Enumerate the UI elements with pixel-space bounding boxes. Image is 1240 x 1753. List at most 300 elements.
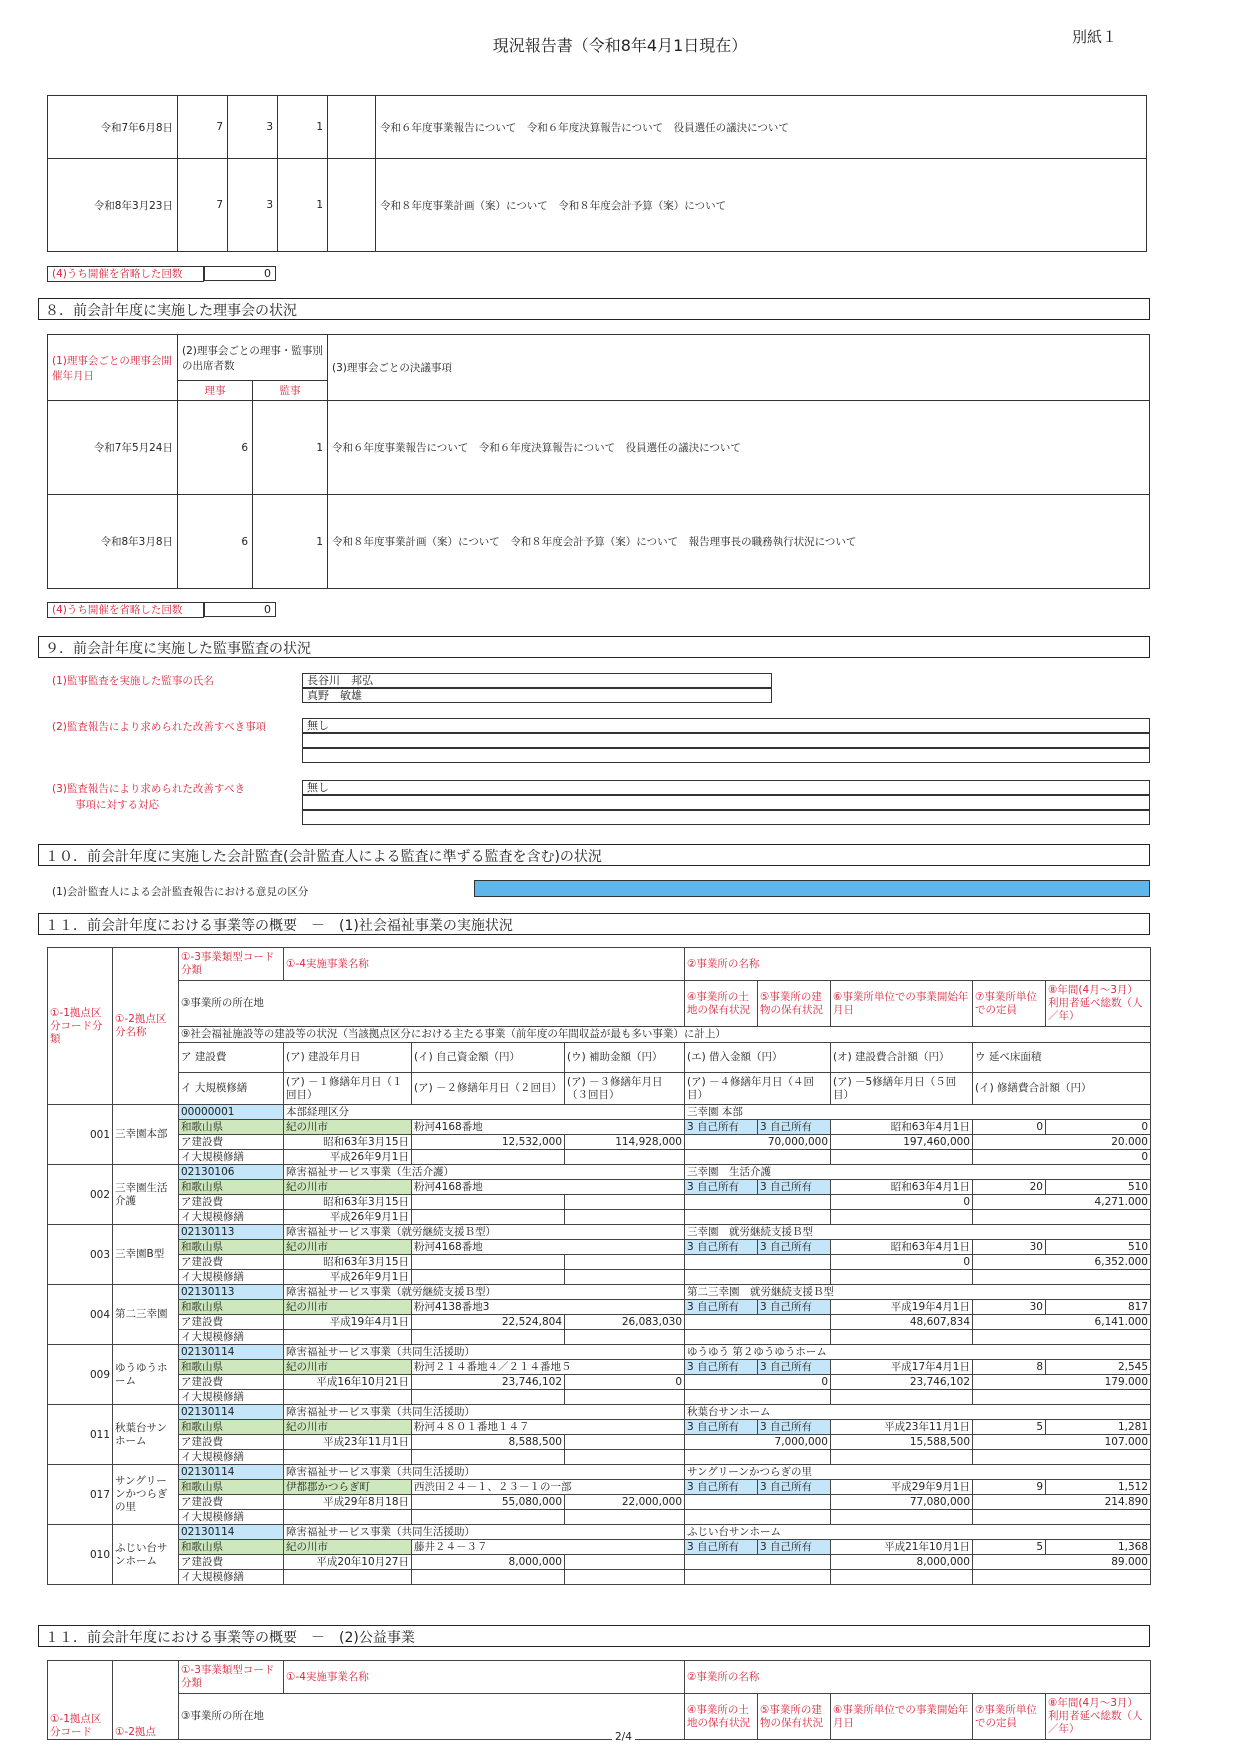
- street-address: 粉河4138番地3: [412, 1300, 685, 1315]
- attendance-count: 1: [278, 96, 328, 159]
- omitted-meetings-value: 0: [204, 266, 276, 281]
- start-date: 平成29年9月1日: [831, 1480, 973, 1495]
- header-code: ①-1拠点区分コード分類: [48, 948, 113, 1105]
- street-address: 粉河２１４番地４／２１４番地５: [412, 1360, 685, 1375]
- header-start-date: ⑥事業所単位での事業開始年月日: [831, 1694, 973, 1740]
- loan-amount: [685, 1195, 831, 1210]
- table-row: [48, 1285, 1151, 1300]
- attendance-count: 3: [228, 96, 278, 159]
- build-total: 77,080,000: [831, 1495, 973, 1510]
- improvement-response-label: (3)監査報告により求められた改善すべき: [52, 783, 246, 795]
- table-row: [48, 1255, 1151, 1270]
- build-date: 昭和63年3月15日: [284, 1255, 412, 1270]
- build-total: 48,607,834: [831, 1315, 973, 1330]
- own-funds: 8,588,500: [412, 1435, 565, 1450]
- street-address: 藤井２４－３７: [412, 1540, 685, 1555]
- start-date: 平成19年4月1日: [831, 1300, 973, 1315]
- floor-area: 179.000: [973, 1375, 1151, 1390]
- header-office: ②事業所の名称: [685, 948, 1151, 981]
- header-land: ④事業所の土地の保有状況: [685, 1694, 758, 1740]
- land-ownership: 3 自己所有: [685, 1480, 758, 1495]
- page-title: 現況報告書（令和8年4月1日現在）: [492, 36, 748, 55]
- street-address: 粉河4168番地: [412, 1180, 685, 1195]
- repair-total: [973, 1570, 1151, 1585]
- city: 伊都郡かつらぎ町: [284, 1480, 412, 1495]
- header-build-date: (ア) 建設年月日: [284, 1043, 412, 1073]
- section-9-title: ９．前会計年度に実施した監事監査の状況: [38, 636, 1150, 658]
- build-total: 15,588,500: [831, 1435, 973, 1450]
- land-ownership: 3 自己所有: [685, 1180, 758, 1195]
- capacity: 30: [973, 1300, 1046, 1315]
- table-row: [48, 1450, 1151, 1465]
- loan-amount: [685, 1495, 831, 1510]
- repair-date: 平成26年9月1日: [284, 1270, 412, 1285]
- prefecture: 和歌山県: [179, 1180, 284, 1195]
- table-row: [48, 1240, 1151, 1255]
- repair-total: [973, 1510, 1151, 1525]
- header-type-code: ①-3事業類型コード分類: [179, 1661, 284, 1694]
- blank-cell: [685, 1390, 831, 1405]
- table-row: [48, 495, 1150, 589]
- blank-cell: [685, 1570, 831, 1585]
- own-funds: 8,000,000: [412, 1555, 565, 1570]
- city: 紀の川市: [284, 1180, 412, 1195]
- build-total: 0: [831, 1255, 973, 1270]
- public-business-table: [47, 1660, 1151, 1740]
- land-ownership: 3 自己所有: [685, 1120, 758, 1135]
- building-ownership: 3 自己所有: [758, 1480, 831, 1495]
- business-type-code: 02130114: [179, 1345, 284, 1360]
- annual-users: 817: [1046, 1300, 1151, 1315]
- auditor-names-label: (1)監事監査を実施した監事の氏名: [52, 675, 214, 687]
- table-row: [48, 1555, 1151, 1570]
- business-name: 障害福祉サービス事業（共同生活援助）: [284, 1465, 685, 1480]
- build-cost-label: ア建設費: [179, 1135, 284, 1150]
- office-code: 011: [48, 1405, 113, 1465]
- board-meeting-table: [47, 334, 1150, 589]
- business-type-code: 02130114: [179, 1465, 284, 1480]
- header-users: ⑧年間(4月～3月）利用者延べ総数（人／年）: [1046, 981, 1151, 1027]
- land-ownership: 3 自己所有: [685, 1540, 758, 1555]
- blank-cell: [831, 1570, 973, 1585]
- blank-cell: [412, 1210, 565, 1225]
- header-repair-4: (ア) －４修繕年月日（４回目）: [685, 1073, 831, 1105]
- build-cost-label: ア建設費: [179, 1555, 284, 1570]
- land-ownership: 3 自己所有: [685, 1360, 758, 1375]
- blank-line: [302, 733, 1150, 748]
- table-row: [48, 1360, 1151, 1375]
- start-date: 平成17年4月1日: [831, 1360, 973, 1375]
- improvement-response-value: 無し: [302, 780, 1150, 795]
- build-cost-label: ア建設費: [179, 1195, 284, 1210]
- business-name: 障害福祉サービス事業（共同生活援助）: [284, 1345, 685, 1360]
- header-construction: ⑨社会福祉施設等の建設等の状況（当該拠点区分における主たる事業（前年度の年間収益が最も多い事業）に計上）: [179, 1027, 1151, 1043]
- header-repair-total: (イ) 修繕費合計額（円）: [973, 1073, 1151, 1105]
- subsidy-amount: 22,000,000: [565, 1495, 685, 1510]
- header-loan: (エ) 借入金額（円）: [685, 1043, 831, 1073]
- header-address: ③事業所の所在地: [179, 1694, 685, 1740]
- improvement-items-label: (2)監査報告により求められた改善すべき事項: [52, 721, 267, 733]
- section-10-title: １０．前会計年度に実施した会計監査(会計監査人による監査に準ずる監査を含む)の状況: [38, 844, 1150, 866]
- office-name: サングリーンかつらぎの里: [685, 1465, 1151, 1480]
- header-auditors: 監事: [253, 381, 328, 401]
- table-row: [48, 1480, 1151, 1495]
- table-row: [48, 1465, 1151, 1480]
- loan-amount: [685, 1555, 831, 1570]
- build-total: 0: [831, 1195, 973, 1210]
- build-date: 平成23年11月1日: [284, 1435, 412, 1450]
- blank-cell: [831, 1510, 973, 1525]
- capacity: 9: [973, 1480, 1046, 1495]
- blank-line: [302, 748, 1150, 763]
- blank-cell: [412, 1390, 565, 1405]
- table-row: [48, 1300, 1151, 1315]
- table-row: [48, 1510, 1151, 1525]
- office-code: 002: [48, 1165, 113, 1225]
- table-row: [48, 1570, 1151, 1585]
- meeting-date: 令和8年3月8日: [48, 495, 178, 589]
- blank-cell: [412, 1510, 565, 1525]
- resolution-matters: 令和８年度事業計画（案）について 令和８年度会計予算（案）について 報告理事長の職務執行状況について: [328, 495, 1150, 589]
- own-funds: 22,524,804: [412, 1315, 565, 1330]
- header-repair-3: (ア) －３修繕年月日（３回目）: [565, 1073, 685, 1105]
- table-row: [48, 401, 1150, 495]
- office-name: ゆうゆう 第２ゆうゆうホーム: [685, 1345, 1151, 1360]
- table-row: [48, 1540, 1151, 1555]
- table-row: [48, 1495, 1151, 1510]
- capacity: 0: [973, 1120, 1046, 1135]
- header-meeting-date: (1)理事会ごとの理事会開催年月日: [48, 335, 178, 401]
- header-repair-2: (ア) －２修繕年月日（２回目）: [412, 1073, 565, 1105]
- street-address: 粉河4168番地: [412, 1120, 685, 1135]
- business-name: 障害福祉サービス事業（就労継続支援Ｂ型）: [284, 1285, 685, 1300]
- annual-users: 2,545: [1046, 1360, 1151, 1375]
- building-ownership: 3 自己所有: [758, 1540, 831, 1555]
- attendance-count: 3: [228, 159, 278, 252]
- repair-date: 平成26年9月1日: [284, 1210, 412, 1225]
- subsidy-amount: 0: [565, 1375, 685, 1390]
- director-count: 6: [178, 495, 253, 589]
- header-build-total: (オ) 建設費合計額（円）: [831, 1043, 973, 1073]
- table-row: [48, 1435, 1151, 1450]
- auditor-count: 1: [253, 401, 328, 495]
- build-total: 197,460,000: [831, 1135, 973, 1150]
- annual-users: 1,368: [1046, 1540, 1151, 1555]
- office-code: 009: [48, 1345, 113, 1405]
- build-date: 平成16年10月21日: [284, 1375, 412, 1390]
- start-date: 平成21年10月1日: [831, 1540, 973, 1555]
- own-funds: 12,532,000: [412, 1135, 565, 1150]
- blank-cell: [831, 1270, 973, 1285]
- blank-cell: [685, 1150, 831, 1165]
- table-row: [48, 1375, 1151, 1390]
- improvement-response-label-2: 事項に対する対応: [75, 799, 159, 811]
- blank-cell: [565, 1270, 685, 1285]
- building-ownership: 3 自己所有: [758, 1240, 831, 1255]
- repair-total: [973, 1330, 1151, 1345]
- loan-amount: 7,000,000: [685, 1435, 831, 1450]
- header-own-funds: (イ) 自己資金額（円）: [412, 1043, 565, 1073]
- street-address: 粉河４８０１番地１４７: [412, 1420, 685, 1435]
- repair-label: イ大規模修繕: [179, 1450, 284, 1465]
- resolution-matters: 令和８年度事業計画（案）について 令和８年度会計予算（案）について: [376, 159, 1147, 252]
- header-directors: 理事: [178, 381, 253, 401]
- business-name: 障害福祉サービス事業（生活介護）: [284, 1165, 685, 1180]
- table-row: [48, 1180, 1151, 1195]
- table-row: [48, 1165, 1151, 1180]
- own-funds: 23,746,102: [412, 1375, 565, 1390]
- header-office: ②事業所の名称: [685, 1661, 1151, 1694]
- blank-line: [302, 795, 1150, 810]
- blank-cell: [412, 1570, 565, 1585]
- omitted-meetings-label: (4)うち開催を省略した回数: [47, 602, 204, 618]
- blank-cell: [412, 1270, 565, 1285]
- floor-area: 6,352.000: [973, 1255, 1151, 1270]
- capacity: 30: [973, 1240, 1046, 1255]
- table-row: [48, 96, 1147, 159]
- start-date: 平成23年11月1日: [831, 1420, 973, 1435]
- header-repair: イ 大規模修繕: [179, 1073, 284, 1105]
- table-row: [48, 1210, 1151, 1225]
- council-meeting-table: [47, 95, 1147, 252]
- header-code: ①-1拠点区分コード: [48, 1661, 113, 1740]
- improvement-items-value: 無し: [302, 718, 1150, 733]
- header-capacity: ⑦事業所単位での定員: [973, 981, 1046, 1027]
- office-name: 秋葉台サンホーム: [685, 1405, 1151, 1420]
- table-row: [48, 1525, 1151, 1540]
- business-name: 障害福祉サービス事業（共同生活援助）: [284, 1405, 685, 1420]
- auditor-name: 真野 敏雄: [302, 688, 772, 703]
- office-name: 第二三幸園 就労継続支援Ｂ型: [685, 1285, 1151, 1300]
- resolution-matters: 令和６年度事業報告について 令和６年度決算報告について 役員選任の議決について: [376, 96, 1147, 159]
- repair-total: [973, 1450, 1151, 1465]
- header-repair-5: (ア) －5修繕年月日（５回目）: [831, 1073, 973, 1105]
- office-name: 三幸園 就労継続支援Ｂ型: [685, 1225, 1151, 1240]
- header-name: ①-2拠点区分名称: [113, 948, 179, 1105]
- blank-cell: [831, 1330, 973, 1345]
- blank-cell: [685, 1330, 831, 1345]
- office-short-name: ふじい台サンホーム: [113, 1525, 179, 1585]
- build-cost-label: ア建設費: [179, 1435, 284, 1450]
- subsidy-amount: [565, 1555, 685, 1570]
- office-name: 三幸園 本部: [685, 1105, 1151, 1120]
- blank-cell: [328, 159, 376, 252]
- table-row: [48, 1120, 1151, 1135]
- office-code: 017: [48, 1465, 113, 1525]
- meeting-date: 令和7年6月8日: [48, 96, 178, 159]
- section-11-1-title: １１．前会計年度における事業等の概要 － (1)社会福祉事業の実施状況: [38, 913, 1150, 935]
- floor-area: 6,141.000: [973, 1315, 1151, 1330]
- land-ownership: 3 自己所有: [685, 1300, 758, 1315]
- welfare-business-table: [47, 947, 1151, 1585]
- capacity: 5: [973, 1540, 1046, 1555]
- city: 紀の川市: [284, 1540, 412, 1555]
- header-business: ①-4実施事業名称: [284, 1661, 685, 1694]
- blank-cell: [412, 1450, 565, 1465]
- repair-label: イ大規模修繕: [179, 1150, 284, 1165]
- build-date: 平成20年10月27日: [284, 1555, 412, 1570]
- table-row: [48, 1105, 1151, 1120]
- build-cost-label: ア建設費: [179, 1375, 284, 1390]
- build-cost-label: ア建設費: [179, 1255, 284, 1270]
- prefecture: 和歌山県: [179, 1420, 284, 1435]
- floor-area: 89.000: [973, 1555, 1151, 1570]
- city: 紀の川市: [284, 1300, 412, 1315]
- building-ownership: 3 自己所有: [758, 1180, 831, 1195]
- own-funds: [412, 1195, 565, 1210]
- subsidy-amount: [565, 1255, 685, 1270]
- repair-total: [973, 1270, 1151, 1285]
- page-number: 2/4: [612, 1731, 635, 1743]
- office-name: ふじい台サンホーム: [685, 1525, 1151, 1540]
- annual-users: 1,512: [1046, 1480, 1151, 1495]
- section-8-title: ８．前会計年度に実施した理事会の状況: [38, 298, 1150, 320]
- land-ownership: 3 自己所有: [685, 1420, 758, 1435]
- repair-date: [284, 1510, 412, 1525]
- own-funds: 55,080,000: [412, 1495, 565, 1510]
- header-land: ④事業所の土地の保有状況: [685, 981, 758, 1027]
- office-short-name: 三幸園生活介護: [113, 1165, 179, 1225]
- header-attendance: (2)理事会ごとの理事・監事別の出席者数: [178, 335, 328, 381]
- header-building: ⑤事業所の建物の保有状況: [758, 981, 831, 1027]
- annual-users: 0: [1046, 1120, 1151, 1135]
- header-floor-area: ウ 延べ床面積: [973, 1043, 1151, 1073]
- business-name: 本部経理区分: [284, 1105, 685, 1120]
- start-date: 昭和63年4月1日: [831, 1120, 973, 1135]
- business-type-code: 00000001: [179, 1105, 284, 1120]
- annual-users: 510: [1046, 1240, 1151, 1255]
- table-row: [48, 159, 1147, 252]
- blank-cell: [565, 1510, 685, 1525]
- table-row: [48, 1195, 1151, 1210]
- blank-cell: [685, 1270, 831, 1285]
- table-row: [48, 1225, 1151, 1240]
- blank-line: [302, 810, 1150, 825]
- floor-area: 107.000: [973, 1435, 1151, 1450]
- blank-cell: [831, 1150, 973, 1165]
- table-row: [48, 1420, 1151, 1435]
- city: 紀の川市: [284, 1240, 412, 1255]
- audit-opinion-label: (1)会計監査人による会計監査報告における意見の区分: [52, 886, 309, 898]
- office-short-name: 第二三幸園: [113, 1285, 179, 1345]
- street-address: 粉河4168番地: [412, 1240, 685, 1255]
- blank-cell: [565, 1390, 685, 1405]
- blank-cell: [412, 1150, 565, 1165]
- business-type-code: 02130113: [179, 1225, 284, 1240]
- audit-opinion-field: [474, 880, 1150, 897]
- city: 紀の川市: [284, 1360, 412, 1375]
- table-row: [48, 1345, 1151, 1360]
- office-name: 三幸園 生活介護: [685, 1165, 1151, 1180]
- building-ownership: 3 自己所有: [758, 1420, 831, 1435]
- building-ownership: 3 自己所有: [758, 1120, 831, 1135]
- attendance-count: 7: [178, 96, 228, 159]
- prefecture: 和歌山県: [179, 1300, 284, 1315]
- business-type-code: 02130114: [179, 1405, 284, 1420]
- build-date: 昭和63年3月15日: [284, 1135, 412, 1150]
- repair-total: [973, 1210, 1151, 1225]
- city: 紀の川市: [284, 1420, 412, 1435]
- prefecture: 和歌山県: [179, 1120, 284, 1135]
- business-type-code: 02130106: [179, 1165, 284, 1180]
- repair-date: [284, 1390, 412, 1405]
- header-repair-1: (ア) －１修繕年月日（１回目）: [284, 1073, 412, 1105]
- repair-total: [973, 1390, 1151, 1405]
- blank-cell: [328, 96, 376, 159]
- prefecture: 和歌山県: [179, 1360, 284, 1375]
- header-users: ⑧年間(4月～3月）利用者延べ総数（人／年）: [1046, 1694, 1151, 1740]
- subsidy-amount: [565, 1195, 685, 1210]
- floor-area: 214.890: [973, 1495, 1151, 1510]
- table-row: [48, 1390, 1151, 1405]
- loan-amount: [685, 1315, 831, 1330]
- build-date: 昭和63年3月15日: [284, 1195, 412, 1210]
- office-short-name: ゆうゆうホーム: [113, 1345, 179, 1405]
- capacity: 5: [973, 1420, 1046, 1435]
- building-ownership: 3 自己所有: [758, 1360, 831, 1375]
- prefecture: 和歌山県: [179, 1540, 284, 1555]
- section-11-2-title: １１．前会計年度における事業等の概要 － (2)公益事業: [38, 1625, 1150, 1647]
- business-name: 障害福祉サービス事業（共同生活援助）: [284, 1525, 685, 1540]
- office-code: 004: [48, 1285, 113, 1345]
- blank-cell: [565, 1210, 685, 1225]
- director-count: 6: [178, 401, 253, 495]
- build-total: 23,746,102: [831, 1375, 973, 1390]
- blank-cell: [831, 1390, 973, 1405]
- start-date: 昭和63年4月1日: [831, 1240, 973, 1255]
- repair-date: 平成26年9月1日: [284, 1150, 412, 1165]
- repair-date: [284, 1450, 412, 1465]
- meeting-date: 令和7年5月24日: [48, 401, 178, 495]
- blank-cell: [831, 1210, 973, 1225]
- office-short-name: 三幸園本部: [113, 1105, 179, 1165]
- repair-date: [284, 1570, 412, 1585]
- header-address: ③事業所の所在地: [179, 981, 685, 1027]
- header-start-date: ⑥事業所単位での事業開始年月日: [831, 981, 973, 1027]
- header-capacity: ⑦事業所単位での定員: [973, 1694, 1046, 1740]
- annual-users: 510: [1046, 1180, 1151, 1195]
- header-subsidy: (ウ) 補助金額（円）: [565, 1043, 685, 1073]
- office-code: 010: [48, 1525, 113, 1585]
- build-cost-label: ア建設費: [179, 1495, 284, 1510]
- repair-total: 0: [973, 1150, 1151, 1165]
- repair-label: イ大規模修繕: [179, 1510, 284, 1525]
- office-short-name: 秋葉台サンホーム: [113, 1405, 179, 1465]
- build-total: 8,000,000: [831, 1555, 973, 1570]
- table-row: [48, 1330, 1151, 1345]
- blank-cell: [412, 1330, 565, 1345]
- blank-cell: [565, 1570, 685, 1585]
- subsidy-amount: 114,928,000: [565, 1135, 685, 1150]
- table-row: [48, 1135, 1151, 1150]
- build-date: 平成19年4月1日: [284, 1315, 412, 1330]
- business-name: 障害福祉サービス事業（就労継続支援Ｂ型）: [284, 1225, 685, 1240]
- repair-date: [284, 1330, 412, 1345]
- table-row: [48, 1315, 1151, 1330]
- subsidy-amount: 26,083,030: [565, 1315, 685, 1330]
- loan-amount: [685, 1255, 831, 1270]
- omitted-meetings-value: 0: [204, 602, 276, 617]
- repair-label: イ大規模修繕: [179, 1210, 284, 1225]
- street-address: 西渋田２４－１、２３－１の一部: [412, 1480, 685, 1495]
- capacity: 8: [973, 1360, 1046, 1375]
- build-cost-label: ア建設費: [179, 1315, 284, 1330]
- business-type-code: 02130113: [179, 1285, 284, 1300]
- blank-cell: [565, 1150, 685, 1165]
- blank-cell: [685, 1510, 831, 1525]
- resolution-matters: 令和６年度事業報告について 令和６年度決算報告について 役員選任の議決について: [328, 401, 1150, 495]
- table-row: [48, 1405, 1151, 1420]
